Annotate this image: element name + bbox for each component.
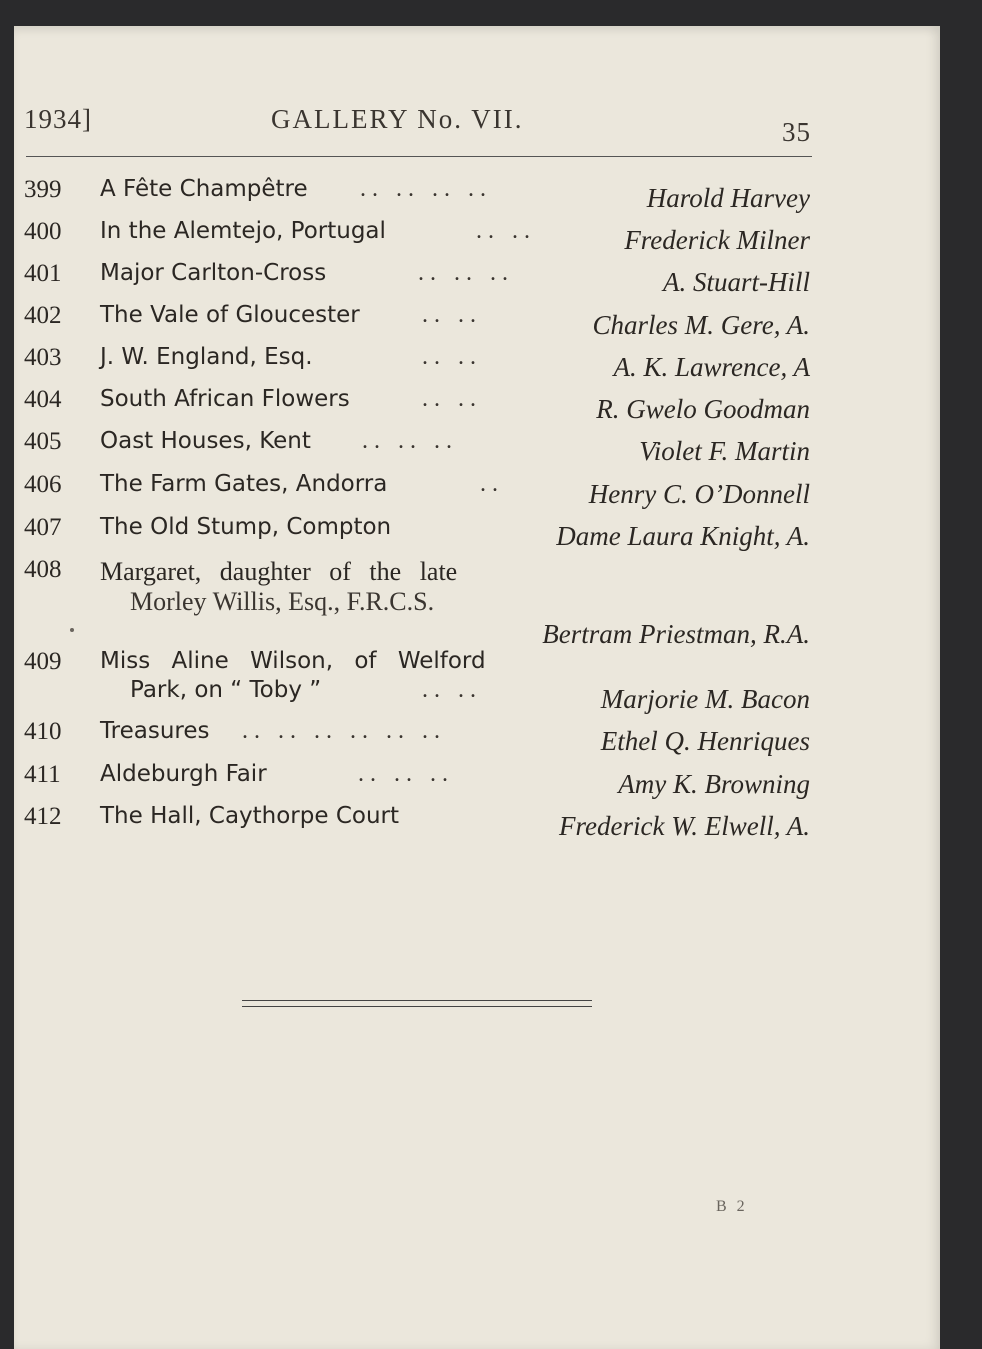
entry-number: 400 xyxy=(24,218,62,245)
entry-number: 402 xyxy=(24,302,62,329)
entry-number: 412 xyxy=(24,803,62,830)
entry-title: Margaret, daughter of the late xyxy=(100,557,458,586)
catalogue-entry xyxy=(14,260,940,304)
catalogue-entry xyxy=(14,471,940,515)
leader-dots: .. .. xyxy=(422,302,482,328)
catalogue-entry xyxy=(14,218,940,262)
entry-number: 408 xyxy=(24,556,62,583)
entry-number: 401 xyxy=(24,260,62,287)
leader-dots: .. .. .. xyxy=(418,260,514,286)
leader-dots: .. xyxy=(480,471,504,497)
entry-title: Treasures xyxy=(100,718,210,744)
page-title: GALLERY No. VII. xyxy=(271,104,524,134)
leader-dots: .. .. .. .. .. .. xyxy=(242,718,446,744)
catalogue-entry xyxy=(14,556,940,652)
leader-dots: .. .. xyxy=(476,218,536,244)
entry-number: 409 xyxy=(24,648,62,675)
closing-rule xyxy=(242,1006,592,1007)
entry-artist: Amy K. Browning xyxy=(618,769,810,799)
header-year: 1934] xyxy=(24,104,92,134)
entry-title: In the Alemtejo, Portugal xyxy=(100,218,386,244)
entry-artist: Violet F. Martin xyxy=(639,436,810,466)
leader-dots: .. .. .. .. xyxy=(360,176,492,202)
entry-artist: Marjorie M. Bacon xyxy=(600,684,810,714)
header-rule xyxy=(26,156,812,157)
entry-number: 407 xyxy=(24,514,62,541)
entry-artist: Frederick W. Elwell, A. xyxy=(559,811,810,841)
entry-title: Miss Aline Wilson, of Welford xyxy=(100,648,486,674)
catalogue-entry xyxy=(14,514,940,558)
entry-title: Aldeburgh Fair xyxy=(100,761,267,787)
leader-dots: .. .. xyxy=(422,386,482,412)
entry-title: The Hall, Caythorpe Court xyxy=(100,803,400,829)
page-number: 35 xyxy=(782,117,811,147)
catalogue-entry xyxy=(14,803,940,847)
entry-title-continued: Morley Willis, Esq., F.R.C.S. xyxy=(130,587,435,616)
leader-dots: .. .. .. xyxy=(358,761,454,787)
entry-title: A Fête Champêtre xyxy=(100,176,308,202)
catalogue-entry xyxy=(14,386,940,430)
entry-title: The Old Stump, Compton xyxy=(100,514,392,540)
entry-number: 405 xyxy=(24,428,62,455)
entry-artist: Charles M. Gere, A. xyxy=(592,310,810,340)
print-speck xyxy=(70,628,74,632)
entry-artist: R. Gwelo Goodman xyxy=(596,394,810,424)
entry-title: South African Flowers xyxy=(100,386,350,412)
entry-number: 406 xyxy=(24,471,62,498)
entry-artist: Dame Laura Knight, A. xyxy=(556,521,810,551)
catalogue-entry xyxy=(14,648,940,720)
entry-artist: Ethel Q. Henriques xyxy=(600,726,810,756)
leader-dots: .. .. xyxy=(422,677,482,703)
entry-number: 403 xyxy=(24,344,62,371)
catalogue-page xyxy=(14,26,940,1349)
catalogue-entry xyxy=(14,344,940,388)
entry-artist: Frederick Milner xyxy=(624,225,810,255)
entry-artist: Henry C. O’Donnell xyxy=(588,479,810,509)
signature-mark: B 2 xyxy=(716,1198,748,1215)
entry-artist: Bertram Priestman, R.A. xyxy=(542,619,810,649)
leader-dots: .. .. xyxy=(422,344,482,370)
entry-title: Oast Houses, Kent xyxy=(100,428,311,454)
catalogue-entry xyxy=(14,176,940,220)
entry-artist: A. Stuart-Hill xyxy=(663,267,810,297)
entry-title: The Farm Gates, Andorra xyxy=(100,471,388,497)
catalogue-entry xyxy=(14,761,940,805)
entry-number: 399 xyxy=(24,176,62,203)
entry-artist: A. K. Lawrence, A xyxy=(613,352,810,382)
catalogue-entry xyxy=(14,718,940,762)
entry-title: The Vale of Gloucester xyxy=(100,302,360,328)
leader-dots: .. .. .. xyxy=(362,428,458,454)
entry-number: 410 xyxy=(24,718,62,745)
entry-title-continued: Park, on “ Toby ” xyxy=(130,677,322,703)
closing-rule xyxy=(242,1000,592,1001)
catalogue-entry xyxy=(14,302,940,346)
entry-artist: Harold Harvey xyxy=(646,183,810,213)
catalogue-entry xyxy=(14,428,940,472)
entry-title: J. W. England, Esq. xyxy=(100,344,313,370)
entry-number: 404 xyxy=(24,386,62,413)
entry-title: Major Carlton-Cross xyxy=(100,260,327,286)
entry-number: 411 xyxy=(24,761,61,788)
